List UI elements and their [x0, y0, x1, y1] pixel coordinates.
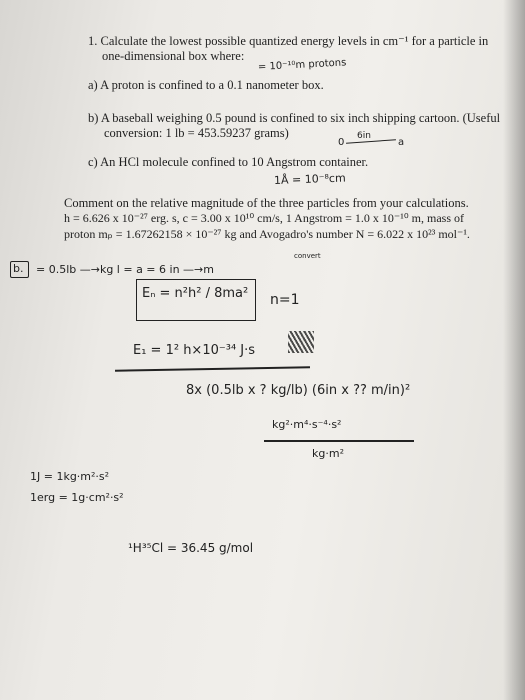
scribble-mark: [288, 331, 314, 353]
work-underline: [115, 366, 310, 371]
note-box-length-line: [346, 139, 396, 143]
note-zero: 0: [338, 137, 345, 148]
constants-line-2: proton mₚ = 1.67262158 × 10⁻²⁷ kg and Avogadro's number N = 6.022 x 10²³ mol⁻¹.: [64, 227, 470, 241]
note-convert: convert: [294, 252, 321, 260]
part-b-cont: conversion: 1 lb = 453.59237 grams): [104, 126, 289, 140]
units-numerator: kg²·m⁴·s⁻⁴·s²: [272, 418, 342, 431]
numeric-expression: 8x (0.5lb x ? kg/lb) (6in x ?? m/in)²: [186, 383, 411, 398]
question-1-cont: one-dimensional box where:: [102, 49, 245, 63]
units-denominator: kg·m²: [312, 447, 344, 460]
constants-line-1: h = 6.626 x 10⁻²⁷ erg. s, c = 3.00 x 10¹⁰ cm/s, 1 Angstrom = 1.0 x 10⁻¹⁰ m, mass of: [64, 211, 465, 225]
part-b: b) A baseball weighing 0.5 pound is confined to six inch shipping cartoon. (Useful: [88, 111, 501, 125]
page-edge-shadow: [503, 0, 525, 700]
erg-definition: 1erg = 1g·cm²·s²: [30, 491, 124, 504]
note-a: a: [398, 137, 405, 148]
question-1: 1. Calculate the lowest possible quantized energy levels in cm⁻¹ for a particle in: [88, 34, 489, 48]
quantum-number: n=1: [270, 292, 300, 308]
energy-formula: Eₙ = n²h² / 8ma²: [142, 286, 249, 301]
answer-b-label: b.: [13, 262, 24, 275]
comment-line: Comment on the relative magnitude of the three particles from your calculations.: [64, 196, 469, 210]
units-fraction-bar: [264, 440, 414, 442]
part-c: c) An HCl molecule confined to 10 Angstrom container.: [88, 155, 369, 169]
note-six-in: 6in: [357, 131, 371, 141]
energy-substitution: E₁ = 1² h×10⁻³⁴ J·s: [133, 343, 256, 358]
joule-definition: 1J = 1kg·m²·s²: [30, 470, 110, 483]
part-a: a) A proton is confined to a 0.1 nanometer box.: [88, 78, 324, 92]
note-proton-size: = 10⁻¹⁰m protons: [257, 57, 347, 73]
answer-b-mass: = 0.5lb —→kg l = a = 6 in —→m: [36, 263, 214, 276]
note-angstrom: 1Å = 10⁻⁸cm: [273, 171, 346, 187]
hcl-molar-mass: ¹H³⁵Cl = 36.45 g/mol: [128, 541, 254, 555]
